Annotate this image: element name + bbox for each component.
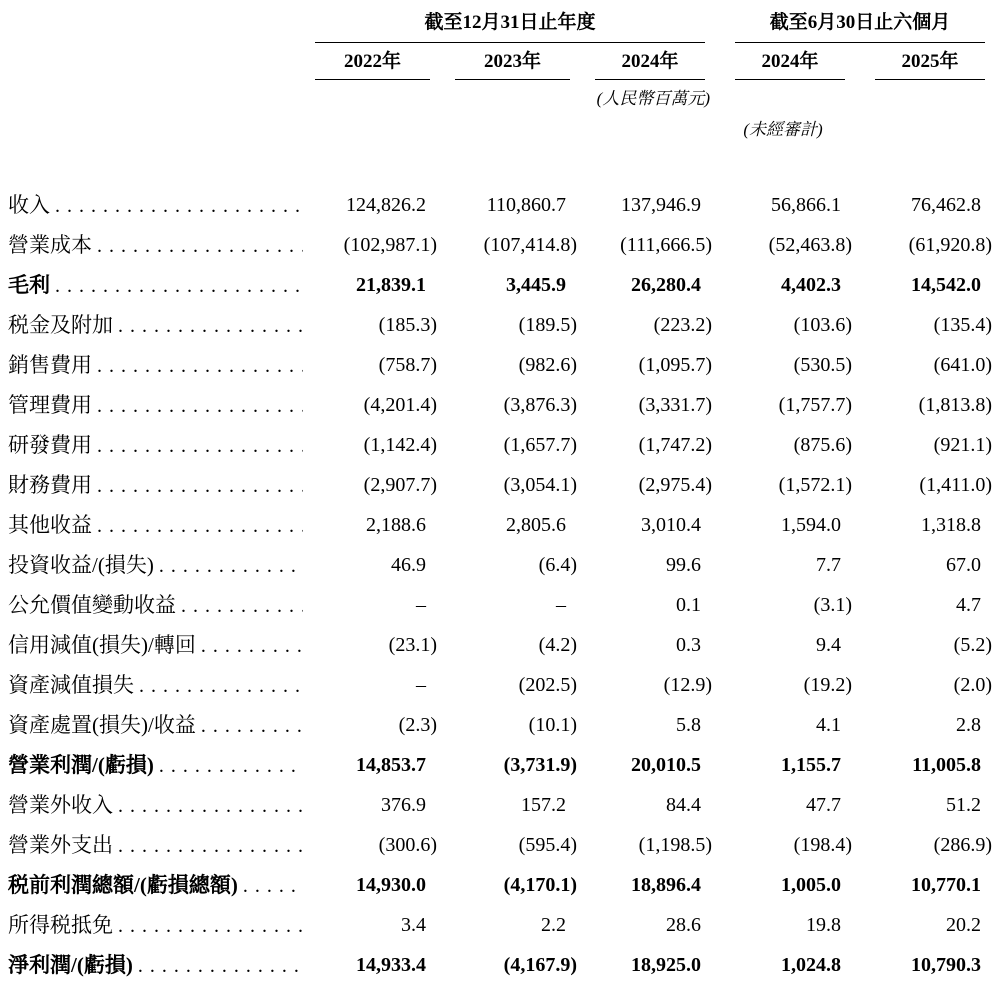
row-value: (4.2) — [538, 634, 577, 656]
row-value: (6.4) — [538, 554, 577, 576]
row-label-cell — [0, 385, 315, 425]
row-value: 137,946.9 — [621, 194, 701, 216]
row-label-cell — [0, 345, 315, 385]
row-label-cell — [0, 505, 315, 545]
row-value: (1,411.0) — [919, 474, 992, 496]
row-value: (2,975.4) — [638, 474, 712, 496]
row-value: (3.1) — [813, 594, 852, 616]
dot-leader — [92, 386, 315, 425]
row-value: 67.0 — [946, 554, 981, 576]
row-value: 19.8 — [806, 914, 841, 936]
row-value: (52,463.8) — [768, 234, 852, 256]
row-value: 99.6 — [666, 554, 701, 576]
period-group-interim-label: 截至6月30日止六個月 — [735, 7, 985, 43]
dot-leader — [154, 746, 315, 785]
row-value: (3,331.7) — [638, 394, 712, 416]
table-row — [0, 745, 1000, 785]
row-value: (185.3) — [378, 314, 437, 336]
row-value: (10.1) — [528, 714, 577, 736]
row-value: (300.6) — [378, 834, 437, 856]
row-value: (1,747.2) — [638, 434, 712, 456]
dot-leader — [92, 426, 315, 465]
year-header-interim-2025: 2025年 — [875, 46, 985, 80]
row-label: 信用減值(損失)/轉回 — [8, 633, 196, 657]
currency-unit-note: (人民幣百萬元) — [596, 89, 710, 108]
dot-leader — [92, 466, 315, 505]
row-label: 營業利潤/(虧損) — [8, 753, 154, 777]
table-row — [0, 545, 1000, 585]
row-value: (530.5) — [793, 354, 852, 376]
row-value: 28.6 — [666, 914, 701, 936]
row-value: 1,594.0 — [781, 514, 841, 536]
table-row — [0, 625, 1000, 665]
table-row — [0, 505, 1000, 545]
row-value: 14,853.7 — [356, 754, 426, 776]
row-value: (5.2) — [953, 634, 992, 656]
table-row — [0, 865, 1000, 905]
row-value: (189.5) — [518, 314, 577, 336]
row-value: (135.4) — [933, 314, 992, 336]
row-label: 營業外收入 — [8, 793, 113, 817]
row-value: (223.2) — [653, 314, 712, 336]
table-row — [0, 785, 1000, 825]
row-label: 營業成本 — [8, 233, 92, 257]
row-value: 3.4 — [401, 914, 426, 936]
row-label-cell — [0, 545, 315, 585]
dot-leader — [196, 706, 315, 745]
row-value: (1,198.5) — [638, 834, 712, 856]
row-value: 1,005.0 — [781, 874, 841, 896]
row-value: (4,167.9) — [503, 954, 577, 976]
row-value: (286.9) — [933, 834, 992, 856]
row-value: – — [416, 674, 426, 696]
row-value: (2.0) — [953, 674, 992, 696]
row-value: 3,010.4 — [641, 514, 701, 536]
row-value: (3,731.9) — [503, 754, 577, 776]
row-value: (198.4) — [793, 834, 852, 856]
row-label-cell — [0, 185, 315, 225]
row-label: 資產處置(損失)/收益 — [8, 713, 196, 737]
table-row — [0, 825, 1000, 865]
dot-leader — [154, 546, 315, 585]
row-label-cell — [0, 825, 315, 865]
period-group-annual — [315, 7, 713, 43]
row-label: 淨利潤/(虧損) — [8, 953, 133, 977]
row-value: (1,757.7) — [778, 394, 852, 416]
table-row — [0, 585, 1000, 625]
row-value: (4,201.4) — [363, 394, 437, 416]
row-value: (758.7) — [378, 354, 437, 376]
row-value: (641.0) — [933, 354, 992, 376]
row-value: 84.4 — [666, 794, 701, 816]
row-label-cell — [0, 865, 315, 905]
row-value: 10,770.1 — [911, 874, 981, 896]
table-header-period-groups — [0, 0, 1000, 43]
row-value: 0.1 — [676, 594, 701, 616]
header-body-gap — [0, 141, 1000, 185]
row-value: (12.9) — [663, 674, 712, 696]
row-label: 其他收益 — [8, 513, 92, 537]
row-label-cell — [0, 665, 315, 705]
row-label-cell — [0, 905, 315, 945]
row-value: (3,054.1) — [503, 474, 577, 496]
row-value: 11,005.8 — [912, 754, 981, 776]
dot-leader — [50, 186, 315, 225]
row-value: 14,542.0 — [911, 274, 981, 296]
row-value: 1,024.8 — [781, 954, 841, 976]
row-label: 毛利 — [8, 273, 50, 297]
dot-leader — [113, 786, 315, 825]
row-value: 46.9 — [391, 554, 426, 576]
row-value: – — [556, 594, 566, 616]
row-value: 26,280.4 — [631, 274, 701, 296]
table-row — [0, 225, 1000, 265]
row-value: – — [416, 594, 426, 616]
row-value: (2,907.7) — [363, 474, 437, 496]
row-value: 2,805.6 — [506, 514, 566, 536]
row-value: 9.4 — [816, 634, 841, 656]
table-row — [0, 705, 1000, 745]
row-label-cell — [0, 945, 315, 985]
row-value: (1,813.8) — [918, 394, 992, 416]
row-value: (921.1) — [933, 434, 992, 456]
row-label: 研發費用 — [8, 433, 92, 457]
row-value: 7.7 — [816, 554, 841, 576]
row-value: (4,170.1) — [503, 874, 577, 896]
row-label-cell — [0, 745, 315, 785]
year-header-interim-2024: 2024年 — [735, 46, 845, 80]
dot-leader — [50, 266, 315, 305]
row-value: (595.4) — [518, 834, 577, 856]
row-label-cell — [0, 305, 315, 345]
row-value: (23.1) — [388, 634, 437, 656]
row-value: (1,095.7) — [638, 354, 712, 376]
row-value: 110,860.7 — [486, 194, 566, 216]
row-value: 0.3 — [676, 634, 701, 656]
period-group-annual-label: 截至12月31日止年度 — [315, 7, 705, 43]
row-label-cell — [0, 465, 315, 505]
row-label: 税前利潤總額/(虧損總額) — [8, 873, 238, 897]
dot-leader — [196, 626, 315, 665]
row-value: 14,930.0 — [356, 874, 426, 896]
row-label-cell — [0, 225, 315, 265]
row-value: 1,318.8 — [921, 514, 981, 536]
table-row — [0, 945, 1000, 985]
dot-leader — [238, 866, 315, 905]
dot-leader — [133, 946, 315, 985]
unaudited-note: (未經審計) — [743, 120, 823, 139]
row-label-cell — [0, 265, 315, 305]
table-row — [0, 185, 1000, 225]
row-value: 18,896.4 — [631, 874, 701, 896]
row-label-cell — [0, 625, 315, 665]
dot-leader — [92, 346, 315, 385]
row-label: 收入 — [8, 193, 50, 217]
table-row — [0, 465, 1000, 505]
row-value: 20.2 — [946, 914, 981, 936]
dot-leader — [92, 226, 315, 265]
table-header-years — [0, 43, 1000, 80]
row-label: 銷售費用 — [8, 353, 92, 377]
row-value: 76,462.8 — [911, 194, 981, 216]
row-value: 376.9 — [381, 794, 426, 816]
row-value: 2,188.6 — [366, 514, 426, 536]
row-value: (1,142.4) — [363, 434, 437, 456]
period-group-interim — [713, 7, 993, 43]
row-label-cell — [0, 425, 315, 465]
row-value: 4,402.3 — [781, 274, 841, 296]
row-value: 18,925.0 — [631, 954, 701, 976]
dot-leader — [113, 306, 315, 345]
year-header-annual-2024: 2024年 — [595, 46, 705, 80]
row-label: 投資收益/(損失) — [8, 553, 154, 577]
row-value: 21,839.1 — [356, 274, 426, 296]
row-label: 營業外支出 — [8, 833, 113, 857]
row-value: 2.2 — [541, 914, 566, 936]
dot-leader — [113, 826, 315, 865]
row-label: 公允價值變動收益 — [8, 593, 176, 617]
table-row — [0, 665, 1000, 705]
year-header-annual-2022: 2022年 — [315, 46, 430, 80]
row-value: (61,920.8) — [908, 234, 992, 256]
row-value: (111,666.5) — [620, 234, 712, 256]
row-value: (19.2) — [803, 674, 852, 696]
row-label: 資產減值損失 — [8, 673, 134, 697]
row-label-cell — [0, 785, 315, 825]
row-value: 51.2 — [946, 794, 981, 816]
row-label-cell — [0, 585, 315, 625]
table-note-row-audit — [0, 111, 1000, 141]
row-label: 所得税抵免 — [8, 913, 113, 937]
table-note-row-unit — [0, 80, 1000, 111]
row-value: (102,987.1) — [343, 234, 437, 256]
row-value: 1,155.7 — [781, 754, 841, 776]
row-value: 14,933.4 — [356, 954, 426, 976]
row-value: 124,826.2 — [346, 194, 426, 216]
table-row — [0, 425, 1000, 465]
row-value: 2.8 — [956, 714, 981, 736]
row-value: 5.8 — [676, 714, 701, 736]
row-value: (103.6) — [793, 314, 852, 336]
row-label: 財務費用 — [8, 473, 92, 497]
dot-leader — [134, 666, 315, 705]
dot-leader — [92, 506, 315, 545]
table-row — [0, 305, 1000, 345]
row-value: 4.7 — [956, 594, 981, 616]
row-value: (1,572.1) — [778, 474, 852, 496]
dot-leader — [113, 906, 315, 945]
table-body — [0, 185, 1000, 985]
row-label-cell — [0, 705, 315, 745]
dot-leader — [176, 586, 315, 625]
row-value: 20,010.5 — [631, 754, 701, 776]
year-header-annual-2023: 2023年 — [455, 46, 570, 80]
row-value: (2.3) — [398, 714, 437, 736]
row-label: 管理費用 — [8, 393, 92, 417]
row-value: (875.6) — [793, 434, 852, 456]
row-value: (202.5) — [518, 674, 577, 696]
table-row — [0, 385, 1000, 425]
row-value: 47.7 — [806, 794, 841, 816]
row-value: 157.2 — [521, 794, 566, 816]
row-value: 10,790.3 — [911, 954, 981, 976]
row-value: (982.6) — [518, 354, 577, 376]
row-value: 4.1 — [816, 714, 841, 736]
row-value: (1,657.7) — [503, 434, 577, 456]
table-row — [0, 345, 1000, 385]
row-value: (107,414.8) — [483, 234, 577, 256]
row-value: 56,866.1 — [771, 194, 841, 216]
row-label: 税金及附加 — [8, 313, 113, 337]
table-row — [0, 905, 1000, 945]
row-value: (3,876.3) — [503, 394, 577, 416]
table-row — [0, 265, 1000, 305]
row-value: 3,445.9 — [506, 274, 566, 296]
